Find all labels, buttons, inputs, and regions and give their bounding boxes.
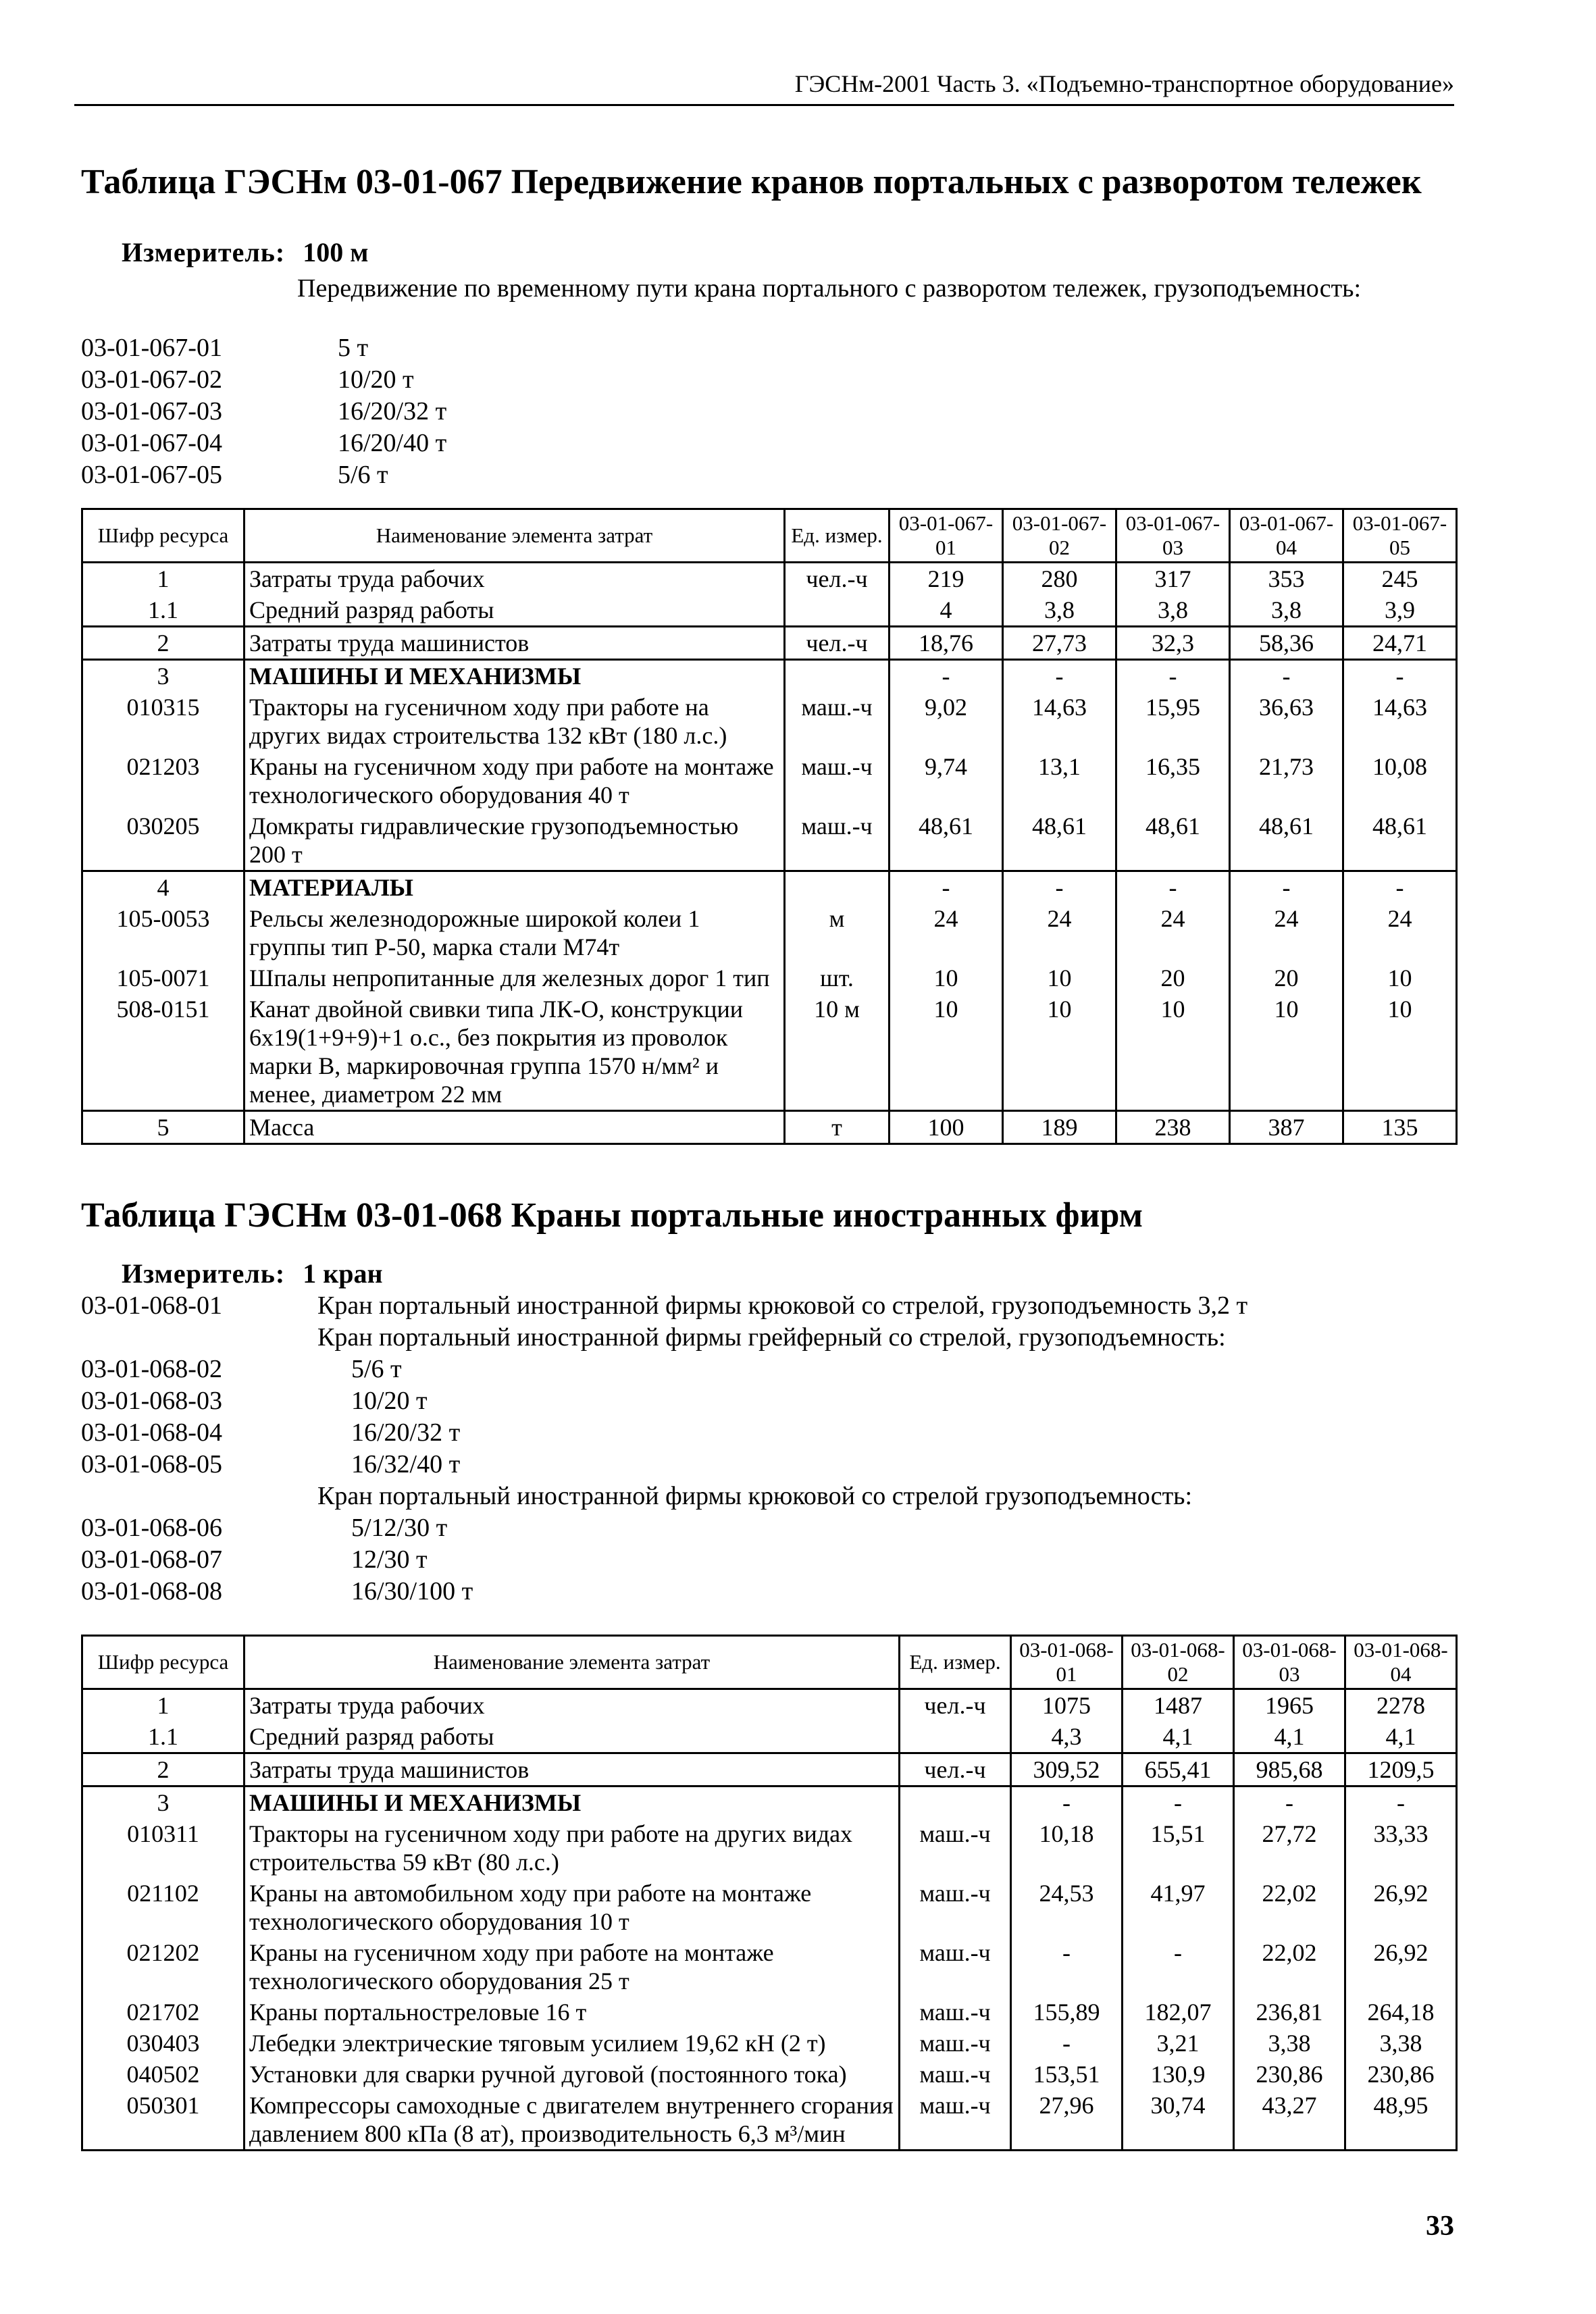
norm-value: 1209,5 bbox=[1345, 1753, 1457, 1786]
norm-value: 230,86 bbox=[1345, 2059, 1457, 2090]
resource-code: 021102 bbox=[82, 1878, 244, 1937]
unit bbox=[900, 1721, 1011, 1753]
table-row bbox=[82, 1111, 1457, 1144]
page-number: 33 bbox=[1426, 2211, 1454, 2242]
table-row bbox=[82, 660, 1457, 692]
code-row bbox=[81, 1512, 1432, 1544]
resource-code: 010311 bbox=[82, 1818, 244, 1878]
column-header: Ед. измер. bbox=[900, 1636, 1011, 1689]
code-row bbox=[81, 1417, 1432, 1449]
resource-code: 1 bbox=[82, 563, 244, 595]
norm-value: 15,51 bbox=[1123, 1818, 1234, 1878]
code-id: 03-01-068-08 bbox=[81, 1577, 222, 1605]
cost-item-name: Шпалы непропитанные для железных дорог 1 тип bbox=[244, 962, 785, 994]
norm-value: 309,52 bbox=[1011, 1753, 1123, 1786]
table-row bbox=[82, 1753, 1457, 1786]
table-row bbox=[82, 1721, 1457, 1753]
cost-item-name: Затраты труда рабочих bbox=[244, 1689, 900, 1722]
norm-value: 27,73 bbox=[1003, 627, 1116, 660]
norm-value: 189 bbox=[1003, 1111, 1116, 1144]
unit: маш.-ч bbox=[900, 2028, 1011, 2059]
code-id: 03-01-068-01 bbox=[81, 1291, 222, 1320]
unit: маш.-ч bbox=[785, 811, 890, 871]
norm-value: - bbox=[1011, 2028, 1123, 2059]
norm-value: 13,1 bbox=[1003, 751, 1116, 811]
code-id: 03-01-068-05 bbox=[81, 1450, 222, 1479]
resource-code: 508-0151 bbox=[82, 994, 244, 1111]
norm-value: 4 bbox=[890, 594, 1003, 627]
table1-meter bbox=[122, 236, 368, 268]
norm-value: 10 bbox=[1116, 994, 1230, 1111]
unit bbox=[785, 871, 890, 904]
norm-value: - bbox=[1011, 1786, 1123, 1819]
norm-value: 219 bbox=[890, 563, 1003, 595]
norm-value: 3,21 bbox=[1123, 2028, 1234, 2059]
resource-code: 021702 bbox=[82, 1997, 244, 2028]
code-id: 03-01-067-04 bbox=[81, 429, 222, 457]
table-row bbox=[82, 1937, 1457, 1997]
code-value: 16/20/32 т bbox=[351, 1418, 461, 1447]
code-row bbox=[81, 332, 1297, 364]
column-header: 03-01-067-03 bbox=[1116, 509, 1230, 563]
unit: маш.-ч bbox=[900, 1818, 1011, 1878]
unit: маш.-ч bbox=[900, 1997, 1011, 2028]
norm-value: - bbox=[1011, 1937, 1123, 1997]
unit: маш.-ч bbox=[900, 2090, 1011, 2151]
resource-code: 105-0071 bbox=[82, 962, 244, 994]
norm-value: 230,86 bbox=[1234, 2059, 1345, 2090]
norm-value: 20 bbox=[1116, 962, 1230, 994]
norm-value: 10 bbox=[1003, 994, 1116, 1111]
norm-value: - bbox=[1343, 660, 1457, 692]
column-header: Наименование элемента затрат bbox=[244, 1636, 900, 1689]
norm-value: 3,9 bbox=[1343, 594, 1457, 627]
norm-value: 14,63 bbox=[1003, 692, 1116, 751]
cost-item-name: Краны на автомобильном ходу при работе на монтаже технологического оборудования 10 т bbox=[244, 1878, 900, 1937]
norm-value: 9,02 bbox=[890, 692, 1003, 751]
code-row bbox=[81, 459, 1297, 491]
table2-code-list bbox=[81, 1290, 1432, 1608]
norm-value: 317 bbox=[1116, 563, 1230, 595]
cost-item-name: Канат двойной свивки типа ЛК-О, конструкции 6х19(1+9+9)+1 о.с., без покрытия из проволок марки В, маркировочная группа 1570 н/мм² и менее, диаметром 22 мм bbox=[244, 994, 785, 1111]
table-row bbox=[82, 994, 1457, 1111]
column-header: Шифр ресурса bbox=[82, 509, 244, 563]
column-header: 03-01-067-02 bbox=[1003, 509, 1116, 563]
norm-value: 100 bbox=[890, 1111, 1003, 1144]
code-value: 10/20 т bbox=[338, 365, 414, 394]
column-header: 03-01-068-01 bbox=[1011, 1636, 1123, 1689]
cost-item-name: Тракторы на гусеничном ходу при работе на других видах строительства 132 кВт (180 л.с.) bbox=[244, 692, 785, 751]
cost-item-name: Рельсы железнодорожные широкой колеи 1 группы тип Р-50, марка стали М74т bbox=[244, 903, 785, 962]
cost-item-name: Масса bbox=[244, 1111, 785, 1144]
column-header: 03-01-068-03 bbox=[1234, 1636, 1345, 1689]
norm-value: 58,36 bbox=[1230, 627, 1343, 660]
unit bbox=[900, 1786, 1011, 1819]
code-row bbox=[81, 1576, 1432, 1608]
norm-value: 10 bbox=[1003, 962, 1116, 994]
norm-value: 48,61 bbox=[1003, 811, 1116, 871]
resource-code: 2 bbox=[82, 627, 244, 660]
cost-item-name: Тракторы на гусеничном ходу при работе на других видах строительства 59 кВт (80 л.с.) bbox=[244, 1818, 900, 1878]
norm-value: 3,8 bbox=[1003, 594, 1116, 627]
norm-value: 24 bbox=[890, 903, 1003, 962]
code-value: 16/30/100 т bbox=[351, 1577, 473, 1605]
table-row bbox=[82, 871, 1457, 904]
unit: чел.-ч bbox=[785, 563, 890, 595]
norm-value: - bbox=[1345, 1786, 1457, 1819]
code-value: 5/12/30 т bbox=[351, 1514, 448, 1542]
norm-value: 27,96 bbox=[1011, 2090, 1123, 2151]
cost-item-name: Компрессоры самоходные с двигателем внутреннего сгорания давлением 800 кПа (8 ат), производительность 6,3 м³/мин bbox=[244, 2090, 900, 2151]
code-value: 10/20 т bbox=[351, 1387, 428, 1415]
unit: маш.-ч bbox=[900, 1937, 1011, 1997]
norm-value: 36,63 bbox=[1230, 692, 1343, 751]
column-header: Наименование элемента затрат bbox=[244, 509, 785, 563]
resource-code: 2 bbox=[82, 1753, 244, 1786]
norm-value: - bbox=[890, 871, 1003, 904]
resource-code: 3 bbox=[82, 1786, 244, 1819]
code-value: 5 т bbox=[338, 334, 369, 362]
norm-value: 655,41 bbox=[1123, 1753, 1234, 1786]
table-row bbox=[82, 1997, 1457, 2028]
code-row bbox=[81, 396, 1297, 428]
norm-value: - bbox=[1003, 871, 1116, 904]
unit: т bbox=[785, 1111, 890, 1144]
norm-value: 24 bbox=[1116, 903, 1230, 962]
resource-code: 1.1 bbox=[82, 594, 244, 627]
cost-item-name: Краны портальностреловые 16 т bbox=[244, 1997, 900, 2028]
norm-value: 1965 bbox=[1234, 1689, 1345, 1722]
norm-value: 21,73 bbox=[1230, 751, 1343, 811]
unit: м bbox=[785, 903, 890, 962]
unit bbox=[785, 660, 890, 692]
norm-value: 4,3 bbox=[1011, 1721, 1123, 1753]
unit: чел.-ч bbox=[785, 627, 890, 660]
table-row bbox=[82, 594, 1457, 627]
cost-item-name: Затраты труда рабочих bbox=[244, 563, 785, 595]
norm-value: 48,61 bbox=[1116, 811, 1230, 871]
norm-value: - bbox=[1230, 660, 1343, 692]
norm-value: - bbox=[1116, 871, 1230, 904]
table-row bbox=[82, 751, 1457, 811]
column-header: Ед. измер. bbox=[785, 509, 890, 563]
norm-value: 130,9 bbox=[1123, 2059, 1234, 2090]
norm-value: 245 bbox=[1343, 563, 1457, 595]
norm-value: 15,95 bbox=[1116, 692, 1230, 751]
cost-item-name: МАШИНЫ И МЕХАНИЗМЫ bbox=[244, 1786, 900, 1819]
norm-value: - bbox=[1343, 871, 1457, 904]
unit: маш.-ч bbox=[900, 2059, 1011, 2090]
table-row bbox=[82, 1878, 1457, 1937]
norm-value: 3,8 bbox=[1116, 594, 1230, 627]
table1-resources bbox=[81, 508, 1458, 1145]
code-row bbox=[81, 1290, 1432, 1322]
table-row bbox=[82, 962, 1457, 994]
resource-code: 1 bbox=[82, 1689, 244, 1722]
table-row bbox=[82, 903, 1457, 962]
unit: маш.-ч bbox=[900, 1878, 1011, 1937]
code-value: 5/6 т bbox=[338, 461, 388, 489]
page-header: ГЭСНм-2001 Часть 3. «Подъемно-транспортное оборудование» bbox=[74, 66, 1454, 106]
column-header: 03-01-067-05 bbox=[1343, 509, 1457, 563]
norm-value: 24,53 bbox=[1011, 1878, 1123, 1937]
norm-value: 236,81 bbox=[1234, 1997, 1345, 2028]
cost-item-name: МАТЕРИАЛЫ bbox=[244, 871, 785, 904]
norm-value: 16,35 bbox=[1116, 751, 1230, 811]
code-id: 03-01-068-03 bbox=[81, 1387, 222, 1415]
norm-value: 48,61 bbox=[1343, 811, 1457, 871]
norm-value: 10 bbox=[890, 962, 1003, 994]
code-row bbox=[81, 1544, 1432, 1576]
norm-value: 22,02 bbox=[1234, 1937, 1345, 1997]
table-row bbox=[82, 2090, 1457, 2151]
column-header: 03-01-067-04 bbox=[1230, 509, 1343, 563]
resource-code: 050301 bbox=[82, 2090, 244, 2151]
norm-value: 3,38 bbox=[1345, 2028, 1457, 2059]
table-row bbox=[82, 1689, 1457, 1722]
norm-value: - bbox=[1003, 660, 1116, 692]
code-id: 03-01-068-04 bbox=[81, 1418, 222, 1447]
code-id: 03-01-067-03 bbox=[81, 397, 222, 426]
norm-value: 48,61 bbox=[890, 811, 1003, 871]
norm-value: 10,18 bbox=[1011, 1818, 1123, 1878]
norm-value: 155,89 bbox=[1011, 1997, 1123, 2028]
table-row bbox=[82, 627, 1457, 660]
resource-code: 021203 bbox=[82, 751, 244, 811]
norm-value: 24 bbox=[1343, 903, 1457, 962]
norm-value: 4,1 bbox=[1234, 1721, 1345, 1753]
norm-value: 10 bbox=[1343, 994, 1457, 1111]
norm-value: 3,38 bbox=[1234, 2028, 1345, 2059]
code-row bbox=[81, 1449, 1432, 1481]
column-header: 03-01-068-04 bbox=[1345, 1636, 1457, 1689]
table-row bbox=[82, 2059, 1457, 2090]
norm-value: 10 bbox=[890, 994, 1003, 1111]
norm-value: 22,02 bbox=[1234, 1878, 1345, 1937]
cost-item-name: Затраты труда машинистов bbox=[244, 627, 785, 660]
resource-code: 030403 bbox=[82, 2028, 244, 2059]
norm-value: 26,92 bbox=[1345, 1878, 1457, 1937]
norm-value: 9,74 bbox=[890, 751, 1003, 811]
code-group-text: Кран портальный иностранной фирмы грейферный со стрелой, грузоподъемность: bbox=[317, 1323, 1226, 1352]
code-value: Кран портальный иностранной фирмы крюковой со стрелой, грузоподъемность 3,2 т bbox=[317, 1291, 1248, 1320]
resource-code: 1.1 bbox=[82, 1721, 244, 1753]
table1-intro: Передвижение по временному пути крана портального с разворотом тележек, грузоподъемность: bbox=[297, 274, 1362, 303]
table1-title: Таблица ГЭСНм 03-01-067 Передвижение кранов портальных с разворотом тележек bbox=[81, 163, 1422, 201]
meter-value: 100 м bbox=[303, 237, 369, 267]
table-row bbox=[82, 1786, 1457, 1819]
code-id: 03-01-068-06 bbox=[81, 1514, 222, 1542]
norm-value: 264,18 bbox=[1345, 1997, 1457, 2028]
code-row bbox=[81, 1354, 1432, 1385]
norm-value: 14,63 bbox=[1343, 692, 1457, 751]
unit: чел.-ч bbox=[900, 1753, 1011, 1786]
norm-value: 280 bbox=[1003, 563, 1116, 595]
norm-value: 3,8 bbox=[1230, 594, 1343, 627]
code-row bbox=[81, 364, 1297, 396]
cost-item-name: Установки для сварки ручной дуговой (постоянного тока) bbox=[244, 2059, 900, 2090]
norm-value: 1487 bbox=[1123, 1689, 1234, 1722]
norm-value: 1075 bbox=[1011, 1689, 1123, 1722]
norm-value: 10 bbox=[1343, 962, 1457, 994]
norm-value: 135 bbox=[1343, 1111, 1457, 1144]
norm-value: 24,71 bbox=[1343, 627, 1457, 660]
code-group-text: Кран портальный иностранной фирмы крюковой со стрелой грузоподъемность: bbox=[317, 1482, 1193, 1510]
table-row bbox=[82, 2028, 1457, 2059]
norm-value: 10 bbox=[1230, 994, 1343, 1111]
norm-value: 238 bbox=[1116, 1111, 1230, 1144]
column-header: Шифр ресурса bbox=[82, 1636, 244, 1689]
code-id: 03-01-067-01 bbox=[81, 334, 222, 362]
norm-value: 2278 bbox=[1345, 1689, 1457, 1722]
code-id: 03-01-068-07 bbox=[81, 1545, 222, 1574]
norm-value: 33,33 bbox=[1345, 1818, 1457, 1878]
code-row bbox=[81, 1385, 1432, 1417]
table1-code-list bbox=[81, 332, 1297, 491]
norm-value: 387 bbox=[1230, 1111, 1343, 1144]
unit: маш.-ч bbox=[785, 751, 890, 811]
norm-value: 43,27 bbox=[1234, 2090, 1345, 2151]
code-row bbox=[81, 428, 1297, 459]
table2-meter bbox=[122, 1258, 383, 1289]
unit: 10 м bbox=[785, 994, 890, 1111]
norm-value: - bbox=[1123, 1786, 1234, 1819]
cost-item-name: Лебедки электрические тяговым усилием 19,62 кН (2 т) bbox=[244, 2028, 900, 2059]
code-row bbox=[81, 1322, 1432, 1354]
norm-value: 32,3 bbox=[1116, 627, 1230, 660]
code-id: 03-01-067-05 bbox=[81, 461, 222, 489]
meter-label: Измеритель: bbox=[122, 237, 286, 267]
cost-item-name: Краны на гусеничном ходу при работе на монтаже технологического оборудования 25 т bbox=[244, 1937, 900, 1997]
norm-value: - bbox=[1123, 1937, 1234, 1997]
unit bbox=[785, 594, 890, 627]
table-row bbox=[82, 811, 1457, 871]
norm-value: 30,74 bbox=[1123, 2090, 1234, 2151]
code-row bbox=[81, 1481, 1432, 1512]
norm-value: 18,76 bbox=[890, 627, 1003, 660]
code-value: 16/20/40 т bbox=[338, 429, 447, 457]
norm-value: 48,95 bbox=[1345, 2090, 1457, 2151]
norm-value: 20 bbox=[1230, 962, 1343, 994]
column-header: 03-01-068-02 bbox=[1123, 1636, 1234, 1689]
resource-code: 105-0053 bbox=[82, 903, 244, 962]
column-header: 03-01-067-01 bbox=[890, 509, 1003, 563]
table2-resources bbox=[81, 1635, 1458, 2151]
code-value: 5/6 т bbox=[351, 1355, 402, 1383]
norm-value: - bbox=[1234, 1786, 1345, 1819]
norm-value: - bbox=[1116, 660, 1230, 692]
table-row bbox=[82, 1818, 1457, 1878]
table-row bbox=[82, 563, 1457, 595]
resource-code: 3 bbox=[82, 660, 244, 692]
norm-value: 182,07 bbox=[1123, 1997, 1234, 2028]
resource-code: 4 bbox=[82, 871, 244, 904]
norm-value: - bbox=[890, 660, 1003, 692]
code-value: 12/30 т bbox=[351, 1545, 428, 1574]
norm-value: 48,61 bbox=[1230, 811, 1343, 871]
cost-item-name: Затраты труда машинистов bbox=[244, 1753, 900, 1786]
unit: маш.-ч bbox=[785, 692, 890, 751]
norm-value: 4,1 bbox=[1123, 1721, 1234, 1753]
norm-value: 10,08 bbox=[1343, 751, 1457, 811]
resource-code: 040502 bbox=[82, 2059, 244, 2090]
norm-value: 4,1 bbox=[1345, 1721, 1457, 1753]
table2-title: Таблица ГЭСНм 03-01-068 Краны портальные иностранных фирм bbox=[81, 1196, 1143, 1235]
cost-item-name: Средний разряд работы bbox=[244, 1721, 900, 1753]
table-row bbox=[82, 692, 1457, 751]
resource-code: 030205 bbox=[82, 811, 244, 871]
code-id: 03-01-068-02 bbox=[81, 1355, 222, 1383]
code-value: 16/20/32 т bbox=[338, 397, 447, 426]
norm-value: - bbox=[1230, 871, 1343, 904]
norm-value: 41,97 bbox=[1123, 1878, 1234, 1937]
norm-value: 24 bbox=[1003, 903, 1116, 962]
code-value: 16/32/40 т bbox=[351, 1450, 461, 1479]
cost-item-name: Краны на гусеничном ходу при работе на монтаже технологического оборудования 40 т bbox=[244, 751, 785, 811]
norm-value: 27,72 bbox=[1234, 1818, 1345, 1878]
meter-label: Измеритель: bbox=[122, 1258, 286, 1289]
resource-code: 5 bbox=[82, 1111, 244, 1144]
resource-code: 010315 bbox=[82, 692, 244, 751]
norm-value: 26,92 bbox=[1345, 1937, 1457, 1997]
norm-value: 24 bbox=[1230, 903, 1343, 962]
cost-item-name: Домкраты гидравлические грузоподъемностью 200 т bbox=[244, 811, 785, 871]
cost-item-name: МАШИНЫ И МЕХАНИЗМЫ bbox=[244, 660, 785, 692]
unit: чел.-ч bbox=[900, 1689, 1011, 1722]
norm-value: 153,51 bbox=[1011, 2059, 1123, 2090]
unit: шт. bbox=[785, 962, 890, 994]
norm-value: 353 bbox=[1230, 563, 1343, 595]
cost-item-name: Средний разряд работы bbox=[244, 594, 785, 627]
resource-code: 021202 bbox=[82, 1937, 244, 1997]
code-id: 03-01-067-02 bbox=[81, 365, 222, 394]
meter-value: 1 кран bbox=[303, 1258, 383, 1289]
norm-value: 985,68 bbox=[1234, 1753, 1345, 1786]
